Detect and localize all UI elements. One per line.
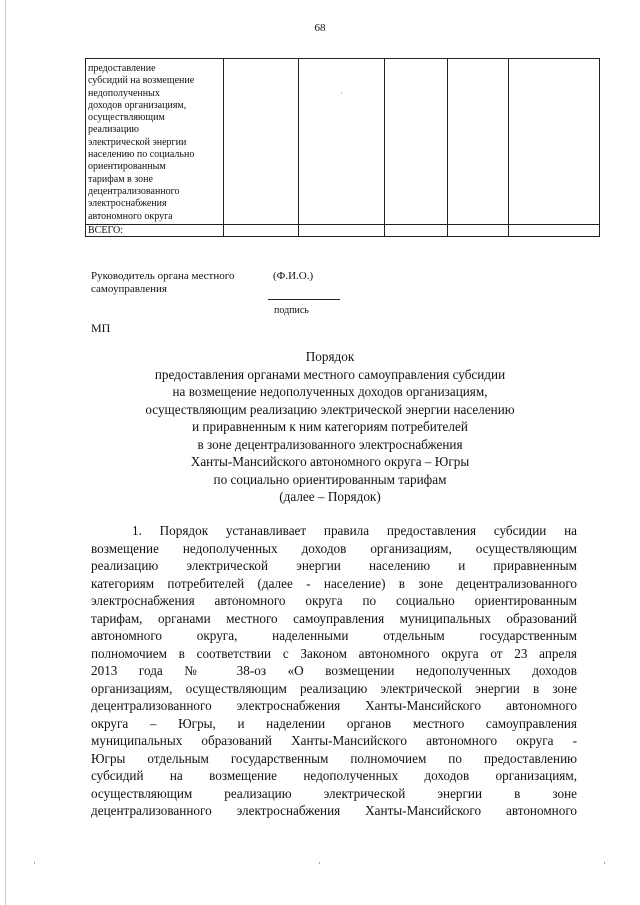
row-description (86, 59, 224, 225)
description-line: электрической энергии (88, 136, 187, 148)
heading-line: в зоне децентрализованного электроснабжения (197, 436, 463, 452)
paragraph-line: тарифам, органами местного самоуправления муниципальных образований (91, 610, 577, 626)
paragraph-line: возмещение недополученных доходов организациям, осуществляющим (91, 540, 577, 556)
paragraph-line: Югры отдельным государственным полномочием по предоставлению (91, 750, 577, 766)
heading-line: на возмещение недополученных доходов организациям, (172, 384, 488, 399)
table-cell (448, 224, 509, 236)
procedure-paragraph (91, 522, 577, 820)
subsidy-table (85, 58, 600, 237)
table-cell (224, 59, 299, 225)
paragraph-line: категориям потребителей (далее - население) в зоне децентрализованного (91, 575, 577, 591)
paragraph-line: округа – Югры, и наделении органов местного самоуправления (91, 715, 577, 731)
heading-line: (далее – Порядок) (279, 489, 381, 504)
paragraph-line: муниципальных образований Ханты-Мансийского автономного округа - (91, 733, 577, 748)
heading-line: и приравненным к ним категориям потребителей (192, 419, 468, 434)
scan-edge-line (5, 0, 6, 905)
table-total-row (86, 224, 600, 236)
scan-speck: · (318, 858, 321, 868)
description-line: децентрализованного (88, 185, 180, 197)
paragraph-line: децентрализованного электроснабжения Ханты-Мансийского автономного (91, 803, 577, 818)
description-line: реализацию (88, 124, 139, 136)
signatory-title-line: самоуправления (91, 283, 167, 295)
paragraph-line: 2013 года № 38-оз «О возмещении недополученных доходов (91, 663, 577, 678)
total-label: ВСЕГО: (86, 224, 224, 236)
paragraph-line: децентрализованного электроснабжения Ханты-Мансийского автономного (91, 698, 577, 713)
table-cell (385, 224, 448, 236)
table-cell (224, 224, 299, 236)
paragraph-line: организациям, осуществляющим реализацию электрической энергии в зоне (91, 680, 577, 696)
paragraph-line: реализацию электрической энергии населению и приравненным (91, 558, 577, 573)
description-line: электроснабжения (88, 198, 167, 210)
paragraph-line: электроснабжения автономного округа по социально ориентированным (91, 593, 577, 608)
description-line: тарифам в зоне (88, 173, 153, 185)
signatory-fio: (Ф.И.О.) (273, 270, 314, 282)
table-cell (509, 59, 600, 225)
paragraph-line: автономного округа, наделенными отдельным государственным (91, 628, 577, 643)
description-line: доходов организациям, (88, 99, 187, 111)
paragraph-line: 1. Порядок устанавливает правила предоставления субсидии на (132, 523, 577, 538)
table-cell (448, 59, 509, 225)
table-cell (299, 59, 385, 225)
scan-speck: · (603, 858, 606, 868)
table-row (86, 59, 600, 225)
heading-line: Ханты-Мансийского автономного округа – Югры (190, 454, 470, 469)
description-line: предоставление (88, 63, 156, 74)
scan-speck: · (33, 858, 36, 868)
description-line: автономного округа (88, 210, 173, 222)
signature-caption: подпись (274, 305, 309, 316)
paragraph-line: полномочием в соответствии с Законом автономного округа от 23 апреля (91, 645, 577, 661)
heading-line: предоставления органами местного самоуправления субсидии (154, 366, 506, 382)
heading-line: Порядок (305, 349, 355, 364)
heading-line: по социально ориентированным тарифам (213, 471, 447, 487)
description-line: населению по социально (88, 149, 195, 161)
paragraph-line: осуществляющим реализацию электрической энергии в зоне (91, 785, 577, 801)
heading-line: осуществляющим реализацию электрической энергии населению (145, 401, 515, 417)
stamp-label: МП (91, 321, 111, 335)
description-line: субсидий на возмещение (88, 75, 195, 87)
signatory-title-line: Руководитель органа местного (91, 270, 235, 282)
table-cell (509, 224, 600, 236)
procedure-heading (110, 348, 550, 506)
table-cell (385, 59, 448, 225)
table-cell (299, 224, 385, 236)
paragraph-line: субсидий на возмещение недополученных доходов организациям, (91, 768, 577, 783)
page-number: 68 (314, 22, 326, 34)
signature-line (268, 299, 340, 300)
signatory-title (91, 270, 259, 296)
stray-mark: · (340, 88, 343, 98)
description-line: недополученных (88, 87, 160, 99)
description-line: осуществляющим (88, 112, 165, 124)
description-line: ориентированным (88, 161, 166, 173)
